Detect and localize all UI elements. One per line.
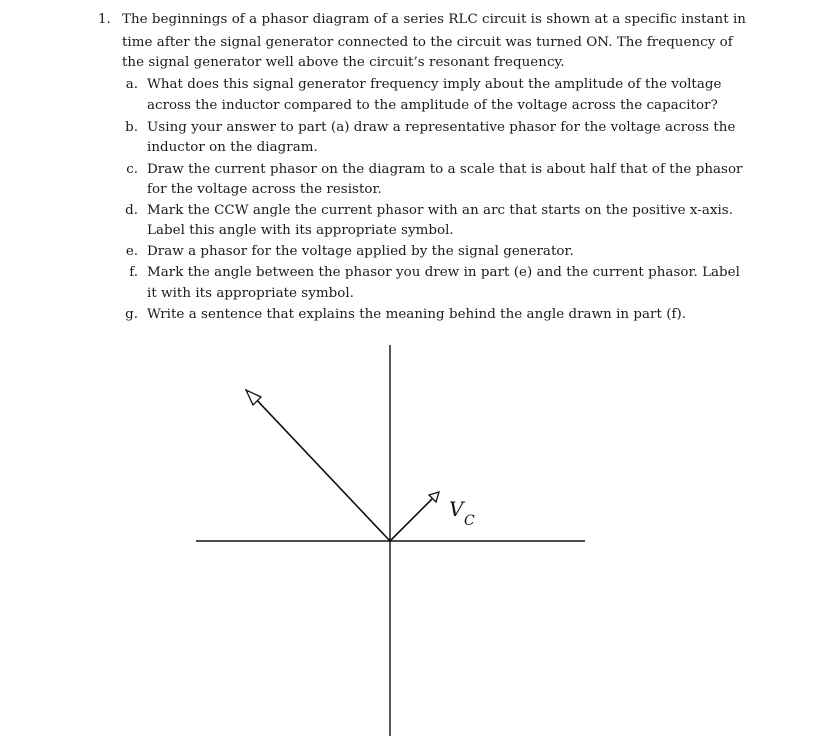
- part-f-marker: f.: [129, 265, 138, 280]
- part-d-line-1: Mark the CCW angle the current phasor with an arc that starts on the positive x-axis.: [147, 203, 734, 218]
- problem-number: 1.: [98, 12, 111, 27]
- part-d-marker: d.: [125, 203, 138, 218]
- part-g-line-1: Write a sentence that explains the meaning behind the angle drawn in part (f).: [147, 307, 687, 322]
- phasor-vc-shaft: [390, 499, 432, 541]
- phasor-upper-left: [246, 390, 390, 541]
- part-c-line-1: Draw the current phasor on the diagram to a scale that is about half that of the phasor: [147, 162, 743, 177]
- part-b-marker: b.: [125, 120, 138, 135]
- vc-label-sub: C: [464, 513, 475, 529]
- part-f-line-2: it with its appropriate symbol.: [147, 286, 354, 301]
- phasor-upper-left-shaft: [253, 396, 390, 541]
- part-c-line-2: for the voltage across the resistor.: [147, 182, 382, 197]
- part-g-marker: g.: [125, 307, 138, 322]
- part-b-line-2: inductor on the diagram.: [147, 140, 318, 155]
- stem-line-3: the signal generator well above the circuit’s resonant frequency.: [122, 55, 565, 70]
- part-d-line-2: Label this angle with its appropriate symbol.: [147, 223, 454, 238]
- part-e-marker: e.: [125, 244, 138, 259]
- stem-line-1: The beginnings of a phasor diagram of a series RLC circuit is shown at a specific instant in: [122, 12, 746, 27]
- part-a-line-1: What does this signal generator frequency imply about the amplitude of the voltage: [147, 77, 722, 92]
- part-c-marker: c.: [126, 162, 138, 177]
- phasor-vc: [390, 492, 439, 541]
- part-a-marker: a.: [125, 77, 138, 92]
- part-e-line-1: Draw a phasor for the voltage applied by the signal generator.: [147, 244, 574, 259]
- part-f-line-1: Mark the angle between the phasor you drew in part (e) and the current phasor. Label: [147, 265, 740, 280]
- part-b-line-1: Using your answer to part (a) draw a representative phasor for the voltage across the: [147, 120, 736, 135]
- vc-label-main: V: [449, 497, 464, 521]
- stem-line-2: time after the signal generator connected to the circuit was turned ON. The frequency of: [122, 35, 733, 50]
- part-a-line-2: across the inductor compared to the amplitude of the voltage across the capacitor?: [147, 98, 718, 113]
